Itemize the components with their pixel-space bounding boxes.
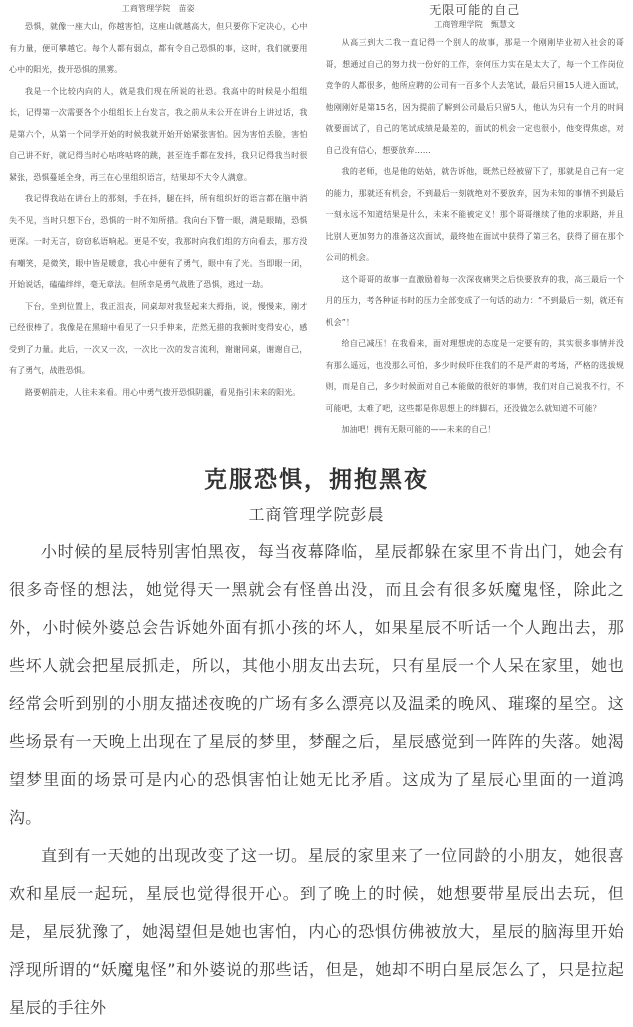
main-article-title: 克服恐惧，拥抱黑夜 <box>204 466 429 493</box>
main-article-byline: 工商管理学院彭晨 <box>248 504 385 524</box>
right-article-byline: 工商管理学院 甄慧文 <box>434 20 516 29</box>
left-article <box>9 2 308 403</box>
left-article-paragraph-4: 下台，坐到位置上，我正沮丧，同桌却对我竖起来大拇指，说，慢慢来，刚才已经很棒了。我像是在黑暗中看见了一只手伸来，茫然无措的我顿时变得安心，感受到了力量。此后，一次又一次，一次比一次的发言流利，谢谢同桌，谢谢自己，有了勇气，战胜恐惧。 <box>9 301 308 375</box>
right-article-paragraph-2: 我的老师，也是他的姑姑，就告诉他，既然已经被留下了，那就是自己有一定的能力，那就还有机会，不到最后一刻就绝对不要放弃，因为未知的事情不到最后一刻永远不知道结果是什么，未来不能被定义！那个哥哥继续了他的求职路，并且比别人更加努力的准备这次面试，最终他在面试中获得了第三名，获得了留在那个公司的机会。 <box>325 167 624 262</box>
main-article <box>9 465 624 1027</box>
left-article-byline: 工商管理学院 苗姿 <box>121 4 195 13</box>
top-two-column-section <box>9 2 624 441</box>
right-article-paragraph-1: 从高三到大二我一直记得一个别人的故事，那是一个刚刚毕业初入社会的哥哥，想通过自己的努力找一份好的工作，奈何压力实在是太大了，每一个工作岗位竞争的人都很多，他所应聘的公司有一百多个人去笔试，最后只留15人进入面试，他刚刚好是第15名，因为提前了解到公司最后只留5人，他认为只有一个月的时间就要面试了，自己的笔试成绩是最差的，面试的机会一定也很小，他变得焦虑，对自己没有信心，想要放弃…… <box>325 38 624 155</box>
right-article-paragraph-3: 这个哥哥的故事一直激励着每一次深夜痛哭之后快要放弃的我，高三最后一个月的压力，考各种证书时的压力全部变成了一句话的动力：“不到最后一刻，就还有机会”！ <box>325 274 624 327</box>
left-article-paragraph-5: 路要朝前走，人往未来看。用心中勇气拨开恐惧阴霾，看见指引未来的阳光。 <box>25 387 301 397</box>
right-article-title: 无限可能的自己 <box>429 3 521 17</box>
left-article-paragraph-3: 我记得我站在讲台上的那刻，手在抖，腿在抖，所有组织好的语言都在脑中消失不见，当时只想下台，恐惧的一时不知所措。我向台下瞥一眼，满是眼睛，恐惧更深。一时无言，窃窃私语响起。更是不安，我那时向我们组的方向看去，那方没有嘲笑，是微笑，眼中皆是暖意，我心中便有了勇气，眼中有了光。当即眼一闭，开始说话，磕磕绊绊，毫无章法。但所幸是勇气战胜了恐惧，逃过一劫。 <box>9 194 308 289</box>
main-article-paragraph-2: 直到有一天她的出现改变了这一切。星辰的家里来了一位同龄的小朋友，她很喜欢和星辰一起玩，星辰也觉得很开心。到了晚上的时候，她想要带星辰出去玩，但是，星辰犹豫了，她渴望但是她也害怕，内心的恐惧仿佛被放大，星辰的脑海里开始浮现所谓的“妖魔鬼怪”和外婆说的那些话，但是，她却不明白星辰怎么了，只是拉起星辰的手往外 <box>9 845 624 1017</box>
right-article-paragraph-5: 加油吧！拥有无限可能的——未来的自己！ <box>341 425 496 434</box>
left-article-paragraph-1: 恐惧，就像一座大山，你越害怕，这座山就越高大，但只要你下定决心，心中有力量，便可攀越它。每个人都有弱点，都有令自己恐惧的事，这时，我们就要用心中的阳光，拨开恐惧的黑雾。 <box>9 22 308 74</box>
main-article-paragraph-1: 小时候的星辰特别害怕黑夜，每当夜幕降临，星辰都躲在家里不肯出门，她会有很多奇怪的想法，她觉得天一黑就会有怪兽出没，而且会有很多妖魔鬼怪，除此之外，小时候外婆总会告诉她外面有抓小孩的坏人，如果星辰不听话一个人跑出去，那些坏人就会把星辰抓走，所以，其他小朋友出去玩，只有星辰一个人呆在家里，她也经常会听到别的小朋友描述夜晚的广场有多么漂亮以及温柔的晚风、璀璨的星空。这些场景有一天晚上出现在了星辰的梦里，梦醒之后，星辰感觉到一阵阵的失落。她渴望梦里面的场景可是内心的恐惧害怕让她无比矛盾。这成为了星辰心里面的一道鸿沟。 <box>9 541 624 827</box>
right-article-paragraph-4: 给自己减压！在我看来，面对理想虎的态度是一定要有的，其实很多事情并没有那么遥远，也没那么可怕，多少时候吓住我们的不是严肃的考场，严格的选拔规则，而是自己，多少时候面对自己本能做的很好的事情，我们对自己说我不行，不可能吧，太难了吧，这些都是你思想上的绊脚石，还没做怎么就知道不可能？ <box>325 339 624 413</box>
right-article <box>326 2 625 441</box>
left-article-paragraph-2: 我是一个比较内向的人，就是我们现在所说的社恐。我高中的时候是小组组长，记得第一次需要各个小组组长上台发言，我之前从未公开在讲台上讲过话，我是第六个，从第一个同学开始的时候我就开始开始紧张害怕。因为害怕丢脸，害怕自己讲不好，就记得当时心咕咚咕咚的跳，甚至连手都在发抖，我只记得我当时很紧张，恐惧蔓延全身，再三在心里组织语言，结果却不大令人满意。 <box>9 86 308 182</box>
